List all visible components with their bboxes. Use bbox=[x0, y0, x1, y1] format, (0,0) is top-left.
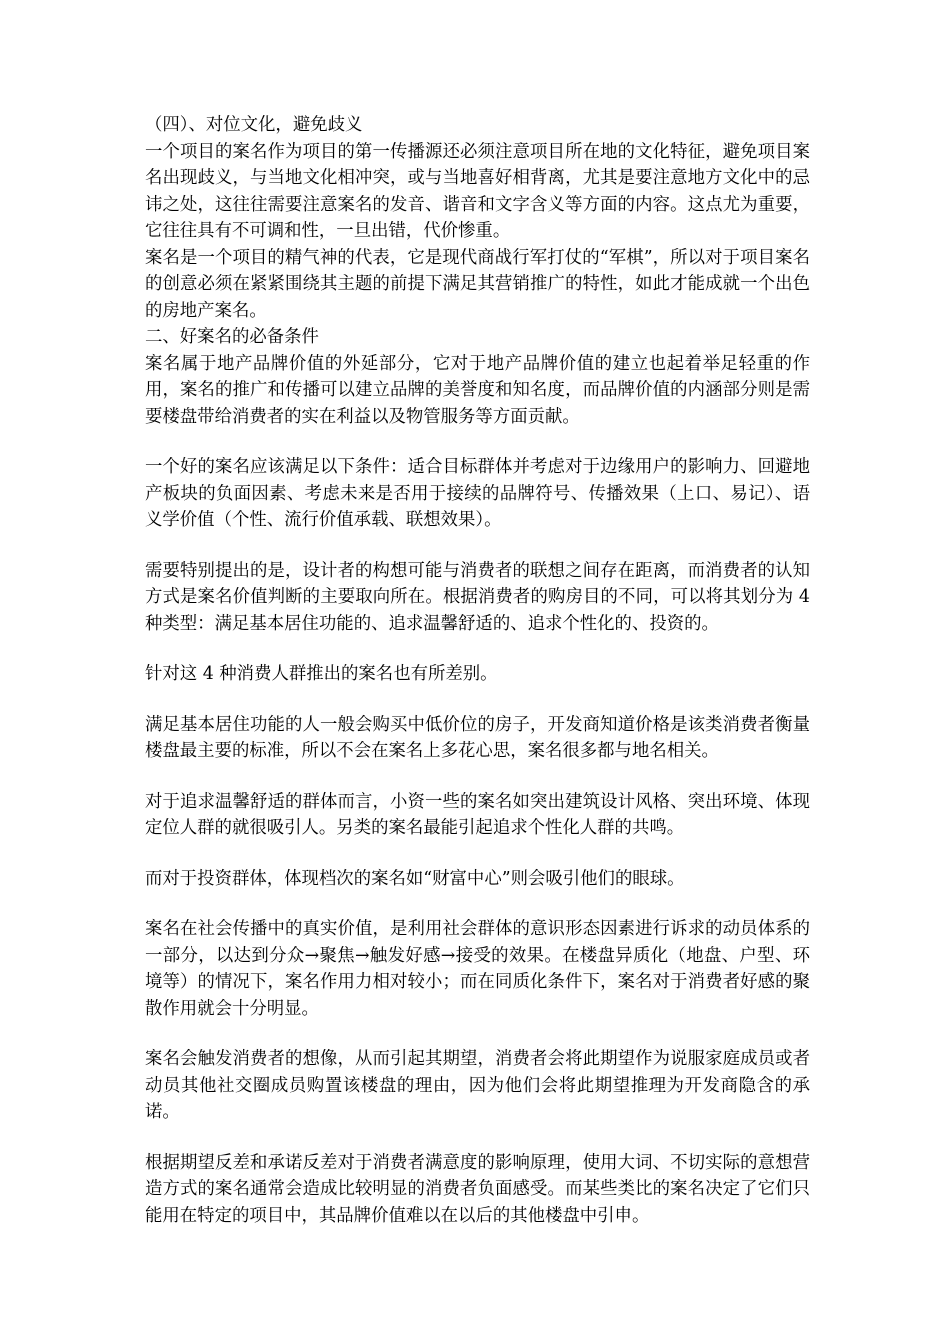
paragraph-comfort: 对于追求温馨舒适的群体而言，小资一些的案名如突出建筑设计风格、突出环境、体现定位人群的就很吸引人。另类的案名最能引起追求个性化人群的共鸣。 bbox=[145, 791, 810, 838]
paragraph-conditions: 一个好的案名应该满足以下条件：适合目标群体并考虑对于边缘用户的影响力、回避地产板块的负面因素、考虑未来是否用于接续的品牌符号、传播效果（上口、易记）、语义学价值（个性、流行价值承载、联想效果）。 bbox=[145, 457, 810, 530]
paragraph-basic-living: 满足基本居住功能的人一般会购买中低价位的房子，开发商知道价格是该类消费者衡量楼盘最主要的标准，所以不会在案名上多花心思，案名很多都与地名相关。 bbox=[145, 714, 810, 761]
paragraph-spirit: 案名是一个项目的精气神的代表，它是现代商战行军打仗的“军棋”，所以对于项目案名的创意必须在紧紧围绕其主题的前提下满足其营销推广的特性，如此才能成就一个出色的房地产案名。 bbox=[145, 247, 810, 321]
section-heading-two: 二、好案名的必备条件 bbox=[145, 327, 319, 347]
paragraph-brand: 案名属于地产品牌价值的外延部分，它对于地产品牌价值的建立也起着举足轻重的作用，案名的推广和传播可以建立品牌的美誉度和知名度，而品牌价值的内涵部分则是需要楼盘带给消费者的实在利益以及物管服务等方面贡献。 bbox=[145, 353, 810, 427]
paragraph-types: 需要特别提出的是，设计者的构想可能与消费者的联想之间存在距离，而消费者的认知方式是案名价值判断的主要取向所在。根据消费者的购房目的不同，可以将其划分为 4 种类型：满足基本居住功能的、追求温馨舒适的、追求个性化的、投资的。 bbox=[145, 560, 810, 634]
document-body bbox=[145, 112, 810, 1229]
paragraph-social-value: 案名在社会传播中的真实价值，是利用社会群体的意识形态因素进行诉求的动员体系的一部分，以达到分众→聚焦→触发好感→接受的效果。在楼盘异质化（地盘、户型、环境等）的情况下，案名作用力相对较小；而在同质化条件下，案名对于消费者好感的聚散作用就会十分明显。 bbox=[145, 919, 810, 1019]
paragraph-culture: 一个项目的案名作为项目的第一传播源还必须注意项目所在地的文化特征，避免项目案名出现歧义，与当地文化相冲突，或与当地喜好相背离，尤其是要注意地方文化中的忌讳之处，这往往需要注意案名的发音、谐音和文字含义等方面的内容。这点尤为重要，它往往具有不可调和性，一旦出错，代价惨重。 bbox=[145, 141, 810, 241]
paragraph-four-groups: 针对这 4 种消费人群推出的案名也有所差别。 bbox=[145, 664, 498, 684]
paragraph-expectation: 案名会触发消费者的想像，从而引起其期望，消费者会将此期望作为说服家庭成员或者动员其他社交圈成员购置该楼盘的理由，因为他们会将此期望推理为开发商隐含的承诺。 bbox=[145, 1049, 810, 1122]
paragraph-contrast: 根据期望反差和承诺反差对于消费者满意度的影响原理，使用大词、不切实际的意想营造方式的案名通常会造成比较明显的消费者负面感受。而某些类比的案名决定了它们只能用在特定的项目中，其品牌价值难以在以后的其他楼盘中引申。 bbox=[145, 1152, 810, 1226]
paragraph-investment: 而对于投资群体，体现档次的案名如“财富中心”则会吸引他们的眼球。 bbox=[145, 868, 685, 889]
section-heading-four: （四）、对位文化，避免歧义 bbox=[145, 115, 363, 135]
